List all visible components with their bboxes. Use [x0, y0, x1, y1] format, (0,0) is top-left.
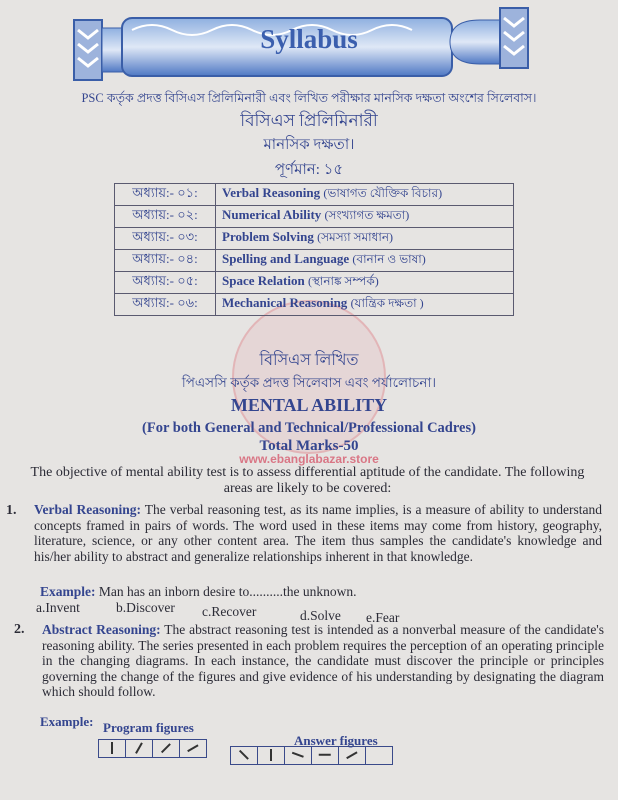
answer-figures-label: Answer figures	[294, 733, 378, 748]
chapter-topic	[216, 272, 514, 294]
line-mark	[292, 752, 304, 758]
chapter-row	[115, 250, 514, 272]
topic-bn: (বানান ও ভাষা)	[352, 251, 426, 266]
program-figures	[99, 739, 207, 758]
topic-bn: (ভাষাগত যৌক্তিক বিচার)	[323, 185, 443, 200]
line-mark	[346, 751, 357, 758]
chapter-topic	[216, 228, 514, 250]
chapter-number: অধ্যায়:- ০১:	[115, 184, 216, 206]
item-number: 2.	[14, 622, 25, 637]
line-mark	[319, 754, 331, 756]
verbal-reasoning-item	[34, 502, 602, 564]
line-mark	[270, 749, 272, 761]
program-figure-box	[125, 739, 153, 758]
item-text: The abstract reasoning test is intended as a nonverbal measure of the candidate's reasoning ability. The series presented in each problem requires the perception of an operating principle in the changing diagrams. In each instance, the candidate must discover the principle or principles governing the change of the figures and give evidence of his understanding by designating the diagram which should follow.	[42, 622, 604, 699]
answer-figure-box	[338, 746, 366, 765]
chapter-row	[115, 184, 514, 206]
prelim-marks: পূর্ণমান: ১৫	[274, 162, 344, 178]
program-figure-box	[179, 739, 207, 758]
line-mark	[239, 750, 249, 760]
answer-figure-box	[311, 746, 339, 765]
option: b.Discover	[116, 600, 175, 615]
topic-en: Problem Solving	[222, 228, 314, 244]
chapter-topic	[216, 250, 514, 272]
item-title: Abstract Reasoning:	[42, 622, 161, 637]
written-title: MENTAL ABILITY	[230, 395, 388, 415]
abstract-reasoning-item	[42, 622, 604, 700]
item-number: 1.	[6, 503, 17, 518]
option: a.Invent	[36, 600, 80, 615]
written-marks: Total Marks-50	[259, 438, 359, 454]
chapter-number: অধ্যায়:- ০২:	[115, 206, 216, 228]
answer-figures	[231, 746, 393, 765]
option: d.Solve	[300, 608, 341, 623]
topic-bn: (স্থানাঙ্ক সম্পর্ক)	[307, 273, 379, 288]
item-title: Verbal Reasoning:	[34, 502, 142, 517]
topic-bn: (সংখ্যাগত ক্ষমতা)	[324, 207, 410, 222]
objective-text: The objective of mental ability test is to assess differential aptitude of the candidate. The following areas are likely to be covered:	[30, 465, 585, 496]
written-cadres: (For both General and Technical/Professional Cadres)	[142, 420, 476, 436]
chapter-number: অধ্যায়:- ০৪:	[115, 250, 216, 272]
chapter-row	[115, 294, 514, 316]
chapter-number: অধ্যায়:- ০৫:	[115, 272, 216, 294]
written-heading: বিসিএস লিখিত	[259, 352, 359, 369]
option: c.Recover	[202, 604, 257, 619]
topic-en: Numerical Ability	[222, 206, 322, 222]
line-mark	[111, 742, 113, 754]
item-text: The verbal reasoning test, as its name implies, is a measure of ability to understand concepts framed in pairs of words. The word used in these items may come from history, geography, literature, science, or any other content area. The item thus samples the candidate's knowledge and his/her ability to abstract and generalize relationships inherent in that knowledge.	[34, 502, 602, 564]
chapter-table	[114, 183, 514, 316]
topic-en: Space Relation	[222, 272, 305, 288]
topic-en: Spelling and Language	[222, 250, 350, 266]
watermark-url: www.ebanglabazar.store	[239, 452, 379, 466]
topic-bn: (সমস্যা সমাধান)	[317, 229, 394, 244]
example-text: Man has an inborn desire to..........the unknown.	[98, 584, 357, 599]
line-mark	[187, 744, 198, 751]
chapter-row	[115, 206, 514, 228]
topic-en: Mechanical Reasoning	[222, 294, 348, 310]
chapter-topic	[216, 206, 514, 228]
verbal-example	[40, 584, 356, 600]
answer-figure-box	[257, 746, 285, 765]
written-subheading: পিএসসি কর্তৃক প্রদত্ত সিলেবাস এবং পর্যালোচনা।	[181, 375, 437, 390]
chapter-row	[115, 228, 514, 250]
program-figure-box	[98, 739, 126, 758]
prelim-subheading: মানসিক দক্ষতা।	[263, 137, 355, 153]
topic-en: Verbal Reasoning	[222, 184, 321, 200]
program-figure-box	[152, 739, 180, 758]
prelim-intro: PSC কর্তৃক প্রদত্ত বিসিএস প্রিলিমিনারী এবং লিখিত পরীক্ষার মানসিক দক্ষতা অংশের সিলেবাস।	[81, 91, 537, 105]
answer-figure-box	[284, 746, 312, 765]
chapter-topic	[216, 294, 514, 316]
example-label: Example:	[40, 584, 96, 599]
chapter-topic	[216, 184, 514, 206]
line-mark	[161, 743, 171, 753]
chapter-number: অধ্যায়:- ০৬:	[115, 294, 216, 316]
chapter-number: অধ্যায়:- ০৩:	[115, 228, 216, 250]
banner-title: Syllabus	[260, 24, 358, 54]
answer-figure-box	[230, 746, 258, 765]
program-figures-label: Program figures	[103, 720, 194, 735]
prelim-heading: বিসিএস প্রিলিমিনারী	[240, 111, 378, 130]
line-mark	[135, 742, 142, 753]
option: e.Fear	[366, 610, 400, 625]
topic-bn: (যান্ত্রিক দক্ষতা )	[350, 295, 424, 310]
answer-figure-box	[365, 746, 393, 765]
chapter-row	[115, 272, 514, 294]
example-label: Example:	[40, 714, 94, 729]
